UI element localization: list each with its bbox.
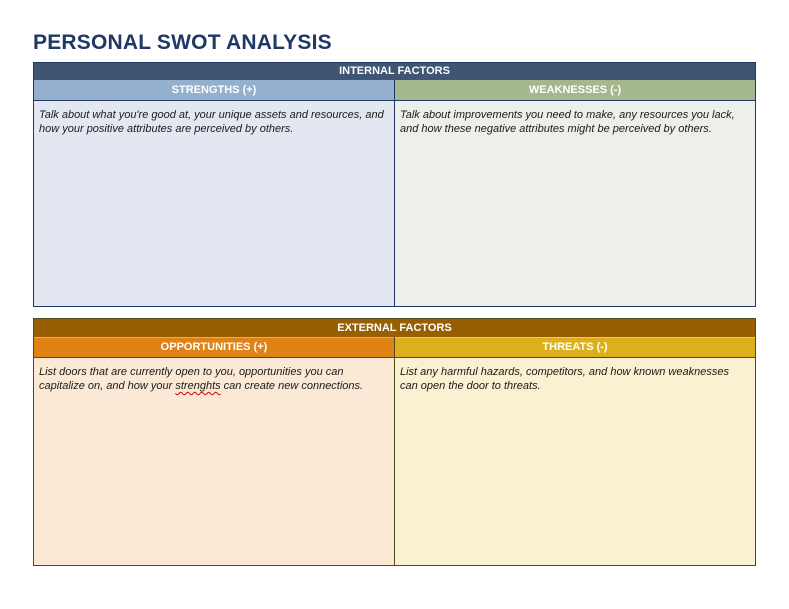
strengths-column (34, 80, 394, 306)
threats-header: THREATS (-) (395, 337, 755, 358)
strengths-placeholder-text: Talk about what you're good at, your unique assets and resources, and how your positive attributes are perceived by others. (39, 109, 384, 135)
opportunities-header: OPPORTUNITIES (+) (34, 337, 394, 358)
opportunities-text-start: List doors that are currently open to you, opportunities you can capitalize on, and how your (39, 366, 344, 392)
weaknesses-cell[interactable] (395, 101, 755, 306)
opportunities-column (34, 337, 394, 565)
external-factors-table (33, 318, 756, 566)
internal-factors-table (33, 62, 756, 307)
strengths-cell[interactable] (34, 101, 394, 306)
misspelled-word-spellcheck: strenghts (175, 380, 221, 392)
weaknesses-column (394, 80, 755, 306)
page-title: PERSONAL SWOT ANALYSIS (33, 31, 332, 54)
threats-cell[interactable] (395, 358, 755, 565)
opportunities-text-end: can create new connections. (220, 380, 364, 392)
threats-placeholder-text: List any harmful hazards, competitors, and how known weaknesses can open the door to threats. (400, 366, 729, 392)
strengths-header: STRENGTHS (+) (34, 80, 394, 101)
external-columns (34, 337, 755, 565)
internal-factors-section-header: INTERNAL FACTORS (34, 63, 755, 80)
weaknesses-placeholder-text: Talk about improvements you need to make, any resources you lack, and how these negative attributes might be perceived by others. (400, 109, 735, 135)
threats-column (394, 337, 755, 565)
opportunities-placeholder-text (39, 365, 388, 393)
weaknesses-header: WEAKNESSES (-) (395, 80, 755, 101)
opportunities-cell[interactable] (34, 358, 394, 565)
internal-columns (34, 80, 755, 306)
external-factors-section-header: EXTERNAL FACTORS (34, 319, 755, 337)
